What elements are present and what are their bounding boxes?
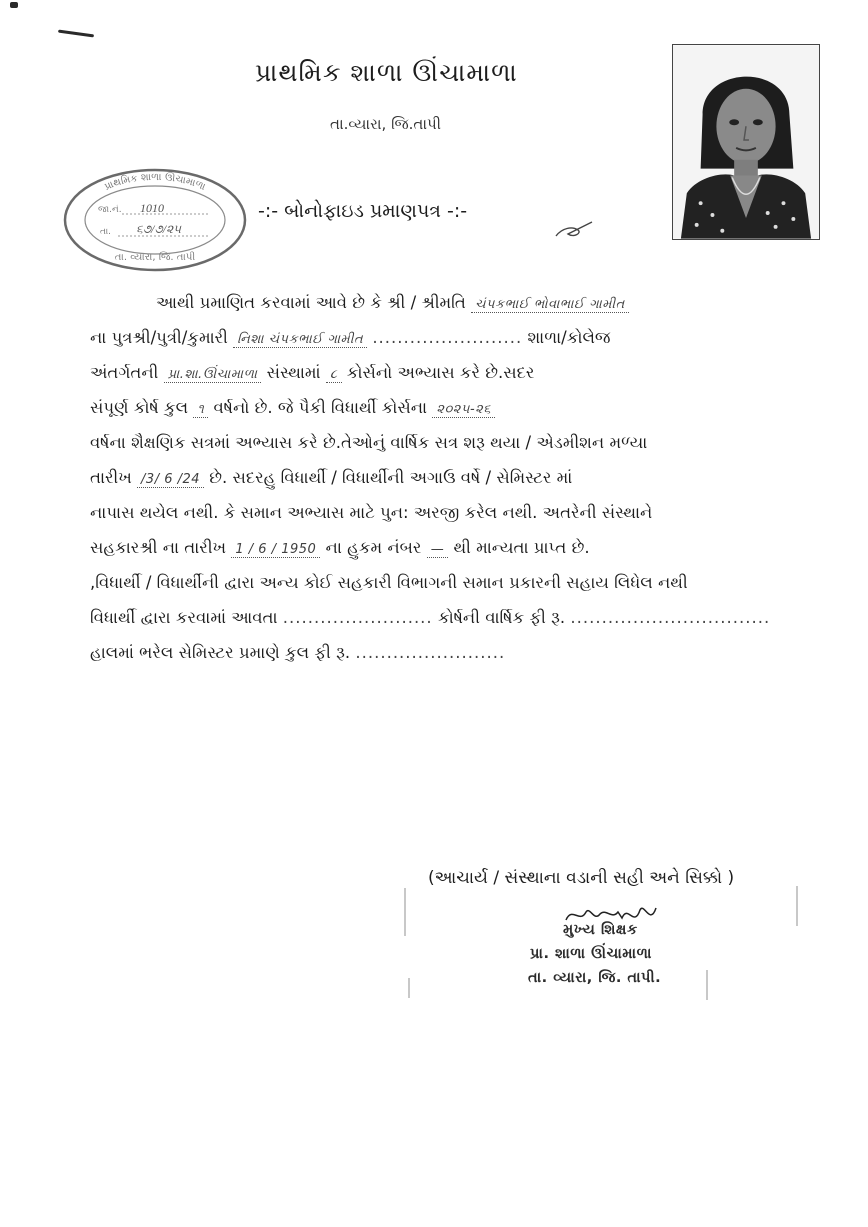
academic-year-value: ૨૦૨૫-૨૬	[432, 402, 495, 418]
dotted-blank: ........................	[282, 608, 433, 627]
stamp-school: પ્રા. શાળા ઊંચામાળા	[530, 946, 652, 962]
total-fee-label: હાલમાં ભરેલ સેમિસ્ટર પ્રમાણે કુલ ફી રૂ.	[90, 643, 351, 662]
stamp-title: મુખ્ય શિક્ષક	[563, 922, 638, 938]
svg-text:તા.: તા.	[100, 227, 112, 237]
dotted-blank: ........................	[372, 328, 523, 347]
body-line-1	[90, 285, 855, 320]
institution-label: સંસ્થામાં	[266, 363, 321, 382]
body-line-3	[90, 355, 855, 390]
admission-date-label: તારીખ	[90, 468, 132, 487]
govt-date-value: 1 / 6 / 1950	[231, 542, 320, 558]
certificate-title: -:- બોનોફાઇડ પ્રમાણપત્ર -:-	[258, 200, 468, 222]
body-line-11	[90, 635, 855, 670]
admission-date-value: /3/ 6 /24	[137, 472, 204, 488]
recognition-text: થી માન્યતા પ્રાપ્ત છે.	[453, 538, 590, 557]
institution-value: પ્રા.શા.ઊંચામાળા	[164, 367, 262, 383]
course-study-text: કોર્સનો અભ્યાસ કરે છે.સદર	[346, 363, 535, 382]
scan-edge-line	[796, 886, 798, 926]
stamp-number: 1010	[140, 201, 164, 215]
order-number-value: —	[427, 542, 449, 558]
school-college-label: શાળા/કોલેજ	[527, 328, 611, 347]
body-line-4	[90, 390, 855, 425]
school-name: પ્રાથમિક શાળા ઊંચામાળા	[255, 58, 518, 87]
scan-mark	[58, 30, 94, 38]
student-name-value: નિશા ચંપકભાઈ ગામીત	[233, 332, 367, 348]
dotted-blank: ................................	[570, 608, 771, 627]
course-year-text: વર્ષનો છે. જે પૈકી વિધાર્થી કોર્સના	[213, 398, 428, 417]
father-name-value: ચંપકભાઈ ભોવાભાઈ ગામીત	[471, 297, 629, 313]
body-line-10	[90, 600, 855, 635]
body-line-9: ,વિધાર્થી / વિધાર્થીની દ્વારા અન્ય કોઈ સહકારી વિભાગની સમાન પ્રકારની સહાય લિધેલ નથી	[90, 573, 688, 592]
scan-edge-line	[706, 970, 708, 1000]
stamp-ring-text: પ્રાથમિક શાળા ઊંચામાળા	[102, 171, 207, 193]
student-photo	[672, 44, 820, 240]
body-line-6	[90, 460, 855, 495]
course-fee-prefix: વિધાર્થી દ્વારા કરવામાં આવતા	[90, 608, 278, 627]
body-line-2	[90, 320, 855, 355]
stamp-date: ૬૭/૭/૨૫	[136, 222, 181, 236]
order-number-label: ના હુકમ નંબર	[325, 538, 422, 557]
course-total-label: સંપૂર્ણ કોર્ષ કુલ	[90, 398, 189, 417]
certificate-body	[90, 285, 855, 670]
school-address: તા.વ્યારા, જિ.તાપી	[330, 115, 442, 133]
body-line-5: વર્ષના શૈક્ષણિક સત્રમાં અભ્યાસ કરે છે.તેઓનું વાર્ષિક સત્ર શરૂ થયા / એડમીશન મળ્યા	[90, 433, 648, 452]
scan-edge-line	[408, 978, 410, 998]
body-line-7: નાપાસ થયેલ નથી. કે સમાન અભ્યાસ માટે પુન: અરજી કરેલ નથી. અતરેની સંસ્થાને	[90, 503, 653, 522]
course-years-value: ૧	[193, 402, 208, 418]
standard-value: ૮	[326, 367, 342, 383]
school-stamp	[60, 164, 250, 276]
under-label: અંતર્ગતની	[90, 363, 159, 382]
scan-edge-line	[404, 888, 406, 936]
handwritten-flourish	[552, 218, 596, 242]
annual-fee-label: કોર્ષની વાર્ષિક ફી રૂ.	[437, 608, 566, 627]
body-line-8	[90, 530, 855, 565]
stamp-bottom-text: તા. વ્યારા, જિ. તાપી	[114, 252, 196, 263]
father-name-label: આથી પ્રમાણિત કરવામાં આવે છે કે શ્રી / શ્રીમતિ	[156, 293, 466, 312]
scan-mark	[10, 2, 18, 8]
student-name-label: ના પુત્રશ્રી/પુત્રી/કુમારી	[90, 328, 228, 347]
svg-text:જા.નં.: જા.નં.	[98, 205, 122, 215]
previous-year-text: છે. સદરહુ વિધાર્થી / વિધાર્થીની અગાઉ વર્ષે / સેમિસ્ટર માં	[209, 468, 573, 487]
dotted-blank: ........................	[355, 643, 506, 662]
govt-date-label: સહકારશ્રી ના તારીખ	[90, 538, 227, 557]
signature-caption: (આચાર્ય / સંસ્થાના વડાની સહી અને સિક્કો )	[428, 868, 735, 888]
stamp-taluka: તા. વ્યારા, જિ. તાપી.	[528, 970, 662, 986]
